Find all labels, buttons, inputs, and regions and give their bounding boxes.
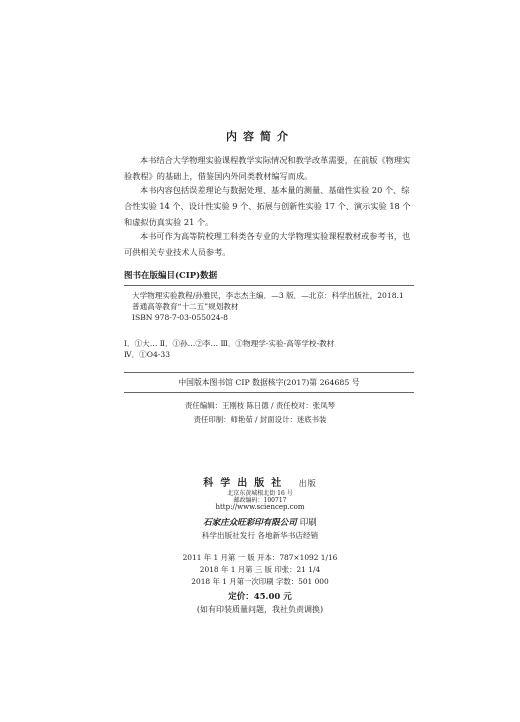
publisher-postcode: 邮政编码：100717 xyxy=(233,497,287,504)
cip-number: 中国版本图书馆 CIP 数据核字(2017)第 264685 号 xyxy=(178,378,360,387)
divider xyxy=(124,372,414,373)
divider xyxy=(124,392,414,393)
edition-line-2: 2018 年 1 月第 三 版 印张：21 1/4 xyxy=(199,565,321,574)
printer-suffix: 印刷 xyxy=(299,518,317,528)
printer-line xyxy=(0,516,520,528)
price: 定价：45.00 元 xyxy=(228,592,292,602)
printer-name: 石家庄众旺彩印有限公司 xyxy=(203,518,297,528)
edition-line-1: 2011 年 1 月第 一 版 开本：787×1092 1/16 xyxy=(182,553,338,562)
intro-title: 内容简介 xyxy=(226,130,294,143)
cip-series: 普通高等教育“十二五”规划教材 xyxy=(132,302,239,311)
intro-paragraph-1: 本书结合大学物理实验课程教学实际情况和教学改革需要，在前版《物理实验教程》的基础上，借鉴国内外同类教材编写而成。 xyxy=(124,155,411,181)
credits-line-2: 责任印制：师艳茹 / 封面设计：迷底书装 xyxy=(193,415,327,424)
quality-note: (如有印装质量问题，我社负责调换) xyxy=(196,605,324,614)
cip-class-line-1: Ⅰ．①大… Ⅱ．①孙…②李… Ⅲ．①物理学-实验-高等学校-教材 xyxy=(124,339,335,348)
cip-block xyxy=(124,290,414,323)
cip-heading: 图书在版编目(CIP)数据 xyxy=(124,271,218,281)
publisher-name: 科学出版社 xyxy=(203,478,289,489)
intro-paragraph-2: 本书内容包括误差理论与数据处理、基本量的测量、基础性实验 20 个、综合性实验 14 个、设计性实验 9 个、拓展与创新性实验 17 个、演示实验 18 个和虚拟仿真实验 21 个。 xyxy=(124,185,411,227)
credits-line-1: 责任编辑：王刚枝 陈日德 / 责任校对：张凤琴 xyxy=(185,401,335,410)
cip-entry-title: 大学物理实验教程/孙雅民，李志杰主编．—3 版．—北京：科学出版社，2018.1 xyxy=(132,291,404,300)
publisher-website: http://www.sciencep.com xyxy=(215,503,305,511)
cip-classification xyxy=(124,338,414,360)
intro-paragraph-3: 本书可作为高等院校理工科类各专业的大学物理实验课程教材或参考书，也可供相关专业技术人员参考。 xyxy=(124,231,411,257)
divider xyxy=(124,285,414,286)
cip-class-line-2: Ⅳ．①O4-33 xyxy=(124,350,171,359)
publisher-name-line xyxy=(0,474,520,489)
cip-isbn: ISBN 978-7-03-055024-8 xyxy=(132,313,228,322)
distribution: 科学出版社发行 各地新华书店经销 xyxy=(201,531,319,540)
publisher-address: 北京东黄城根北街 16 号 xyxy=(227,490,293,497)
publisher-suffix: 出版 xyxy=(298,479,317,488)
edition-line-3: 2018 年 1 月第一次印刷 字数：501 000 xyxy=(191,577,329,586)
